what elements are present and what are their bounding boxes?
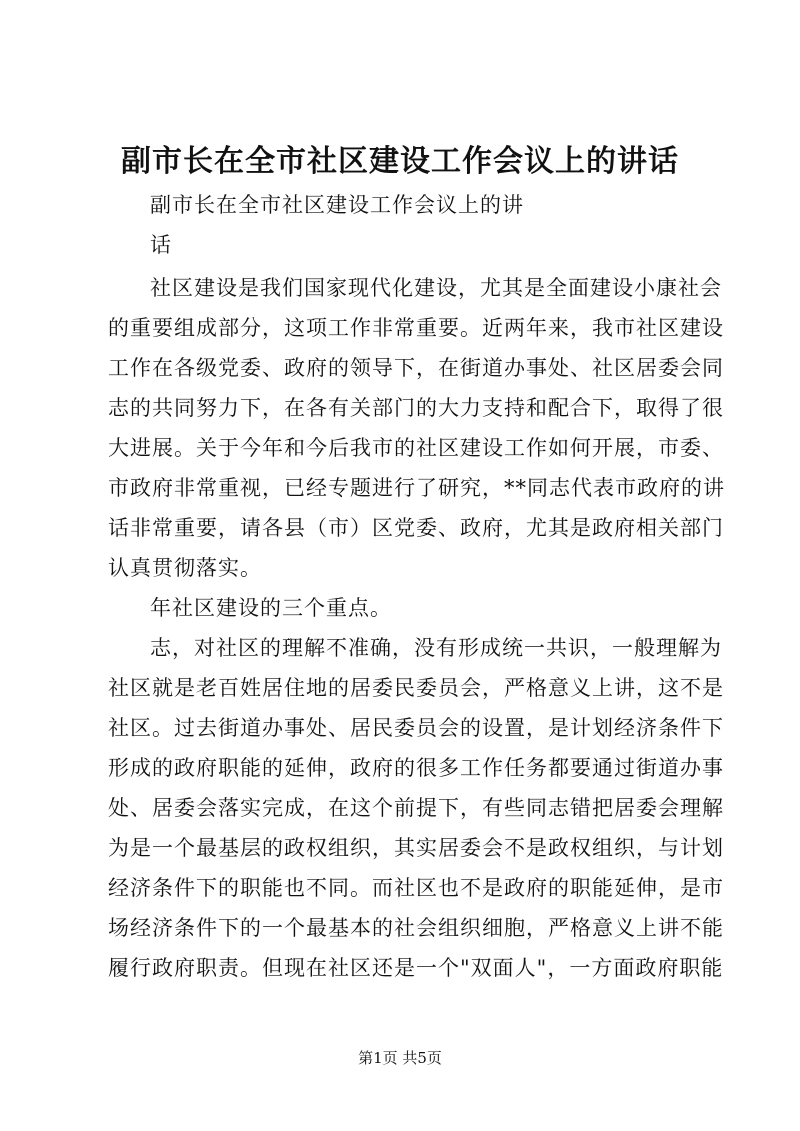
body-line: 志的共同努力下，在各有关部门的大力支持和配合下，取得了很: [108, 396, 724, 420]
body-line: 场经济条件下的一个最基本的社会组织细胞，严格意义上讲不能: [108, 916, 724, 940]
subtitle-line-2: 话: [150, 233, 172, 257]
section-heading: 年社区建设的三个重点。: [150, 596, 392, 620]
body-line: 形成的政府职能的延伸，政府的很多工作任务都要通过街道办事: [108, 756, 724, 780]
body-line: 社区。过去街道办事处、居民委员会的设置，是计划经济条件下: [108, 716, 724, 740]
body-line: 社区就是老百姓居住地的居委民委员会，严格意义上讲，这不是: [108, 676, 724, 700]
body-line: 处、居委会落实完成，在这个前提下，有些同志错把居委会理解: [108, 796, 724, 820]
body-line: 社区建设是我们国家现代化建设，尤其是全面建设小康社会: [150, 276, 722, 300]
body-line: 志，对社区的理解不准确，没有形成统一共识，一般理解为: [150, 636, 722, 660]
body-line: 大进展。关于今年和今后我市的社区建设工作如何开展，市委、: [108, 436, 724, 460]
subtitle-line-1: 副市长在全市社区建设工作会议上的讲: [150, 193, 524, 217]
body-line: 认真贯彻落实。: [108, 556, 262, 580]
body-line: 市政府非常重视，已经专题进行了研究，**同志代表市政府的讲: [108, 476, 725, 500]
page-number-footer: 第1页 共5页: [358, 1049, 442, 1067]
body-line: 的重要组成部分，这项工作非常重要。近两年来，我市社区建设: [108, 316, 724, 340]
body-line: 工作在各级党委、政府的领导下，在街道办事处、社区居委会同: [108, 356, 724, 380]
document-title: 副市长在全市社区建设工作会议上的讲话: [121, 144, 679, 179]
body-line: 话非常重要，请各县（市）区党委、政府，尤其是政府相关部门: [108, 516, 724, 540]
body-line: 经济条件下的职能也不同。而社区也不是政府的职能延伸，是市: [108, 876, 724, 900]
body-line: 为是一个最基层的政权组织，其实居委会不是政权组织，与计划: [108, 836, 724, 860]
body-line: 履行政府职责。但现在社区还是一个"双面人"，一方面政府职能: [108, 956, 724, 980]
